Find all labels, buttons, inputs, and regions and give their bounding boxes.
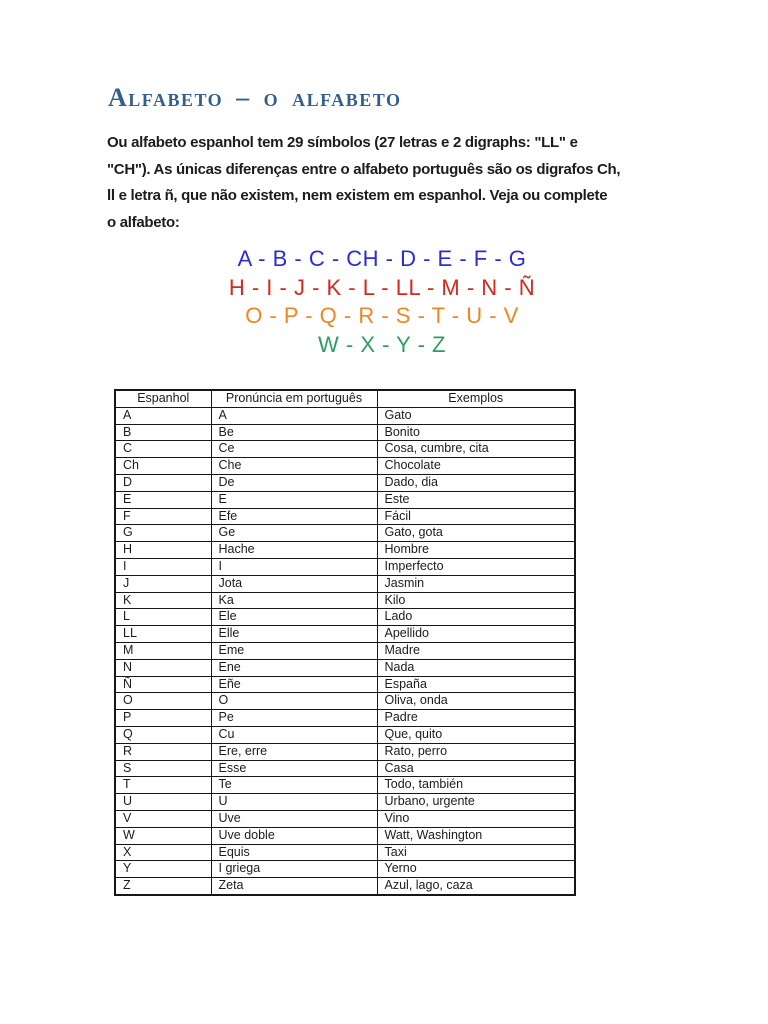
table-cell: Efe xyxy=(211,508,377,525)
table-cell: Cosa, cumbre, cita xyxy=(377,441,575,458)
table-row xyxy=(115,525,575,542)
table-cell: Taxi xyxy=(377,844,575,861)
table-row xyxy=(115,743,575,760)
table-cell: A xyxy=(115,407,211,424)
table-cell: Ge xyxy=(211,525,377,542)
table-cell: C xyxy=(115,441,211,458)
table-cell: España xyxy=(377,676,575,693)
alphabet-line: A - B - C - CH - D - E - F - G xyxy=(237,246,527,271)
table-cell: Gato, gota xyxy=(377,525,575,542)
table-cell: H xyxy=(115,542,211,559)
table-header-cell: Pronúncia em português xyxy=(211,390,377,407)
table-cell: Hombre xyxy=(377,542,575,559)
table-cell: Urbano, urgente xyxy=(377,794,575,811)
table-header-cell: Espanhol xyxy=(115,390,211,407)
table-row xyxy=(115,474,575,491)
table-cell: B xyxy=(115,424,211,441)
table-cell: Hache xyxy=(211,542,377,559)
table-cell: W xyxy=(115,827,211,844)
table-cell: Ere, erre xyxy=(211,743,377,760)
table-cell: Oliva, onda xyxy=(377,693,575,710)
table-row xyxy=(115,407,575,424)
table-cell: Azul, lago, caza xyxy=(377,878,575,895)
table-cell: Ñ xyxy=(115,676,211,693)
table-cell: Todo, también xyxy=(377,777,575,794)
table-row xyxy=(115,609,575,626)
intro-line: "CH"). As únicas diferenças entre o alfabeto português são os digrafos Ch, xyxy=(107,160,621,178)
table-row xyxy=(115,558,575,575)
table-cell: M xyxy=(115,642,211,659)
table-cell: Equis xyxy=(211,844,377,861)
table-cell: Casa xyxy=(377,760,575,777)
table-row xyxy=(115,542,575,559)
table-cell: N xyxy=(115,659,211,676)
table-row xyxy=(115,827,575,844)
alphabet-block xyxy=(0,245,764,359)
table-cell: Che xyxy=(211,458,377,475)
table-cell: Watt, Washington xyxy=(377,827,575,844)
table-cell: E xyxy=(115,491,211,508)
table-cell: Ch xyxy=(115,458,211,475)
table-cell: Zeta xyxy=(211,878,377,895)
table-row xyxy=(115,878,575,895)
table-row xyxy=(115,676,575,693)
table-cell: R xyxy=(115,743,211,760)
intro-line: o alfabeto: xyxy=(107,213,180,231)
alphabet-line: O - P - Q - R - S - T - U - V xyxy=(245,303,519,328)
table-cell: LL xyxy=(115,626,211,643)
table-row xyxy=(115,592,575,609)
table-cell: Madre xyxy=(377,642,575,659)
table-cell: Lado xyxy=(377,609,575,626)
intro-line: ll e letra ñ, que não existem, nem existem em espanhol. Veja ou complete xyxy=(107,187,608,204)
table-cell: Ene xyxy=(211,659,377,676)
table-row xyxy=(115,810,575,827)
table-cell: V xyxy=(115,810,211,827)
table-cell: Dado, dia xyxy=(377,474,575,491)
table-cell: O xyxy=(211,693,377,710)
table-cell: Esse xyxy=(211,760,377,777)
table-row xyxy=(115,441,575,458)
table-cell: Cu xyxy=(211,726,377,743)
table-cell: O xyxy=(115,693,211,710)
table-cell: Nada xyxy=(377,659,575,676)
table-cell: Padre xyxy=(377,710,575,727)
table-cell: G xyxy=(115,525,211,542)
table-cell: P xyxy=(115,710,211,727)
table-cell: Yerno xyxy=(377,861,575,878)
table-cell: Eme xyxy=(211,642,377,659)
table-cell: Be xyxy=(211,424,377,441)
table-cell: D xyxy=(115,474,211,491)
table-cell: De xyxy=(211,474,377,491)
table-row xyxy=(115,659,575,676)
alphabet-line: W - X - Y - Z xyxy=(318,331,446,357)
table-row xyxy=(115,794,575,811)
table-cell: I xyxy=(115,558,211,575)
table-row xyxy=(115,575,575,592)
table-cell: I xyxy=(211,558,377,575)
table-cell: Pe xyxy=(211,710,377,727)
table-cell: T xyxy=(115,777,211,794)
table-cell: Ce xyxy=(211,441,377,458)
table-cell: K xyxy=(115,592,211,609)
table-cell: Bonito xyxy=(377,424,575,441)
table-cell: U xyxy=(211,794,377,811)
table-cell: E xyxy=(211,491,377,508)
table-cell: Rato, perro xyxy=(377,743,575,760)
table-cell: A xyxy=(211,407,377,424)
intro-paragraph xyxy=(107,130,620,236)
table-cell: Te xyxy=(211,777,377,794)
table-body xyxy=(115,407,575,895)
table-row xyxy=(115,458,575,475)
table-row xyxy=(115,844,575,861)
table-row xyxy=(115,861,575,878)
table-row xyxy=(115,642,575,659)
page-title: Alfabeto – o alfabeto xyxy=(108,83,402,112)
table-cell: Jasmin xyxy=(377,575,575,592)
table-cell: F xyxy=(115,508,211,525)
table-row xyxy=(115,726,575,743)
table-cell: Y xyxy=(115,861,211,878)
intro-line: Ou alfabeto espanhol tem 29 símbolos (27 letras e 2 digraphs: "LL" e xyxy=(107,134,578,151)
table-row xyxy=(115,626,575,643)
table-cell: L xyxy=(115,609,211,626)
table-row xyxy=(115,508,575,525)
table-row xyxy=(115,491,575,508)
table-cell: S xyxy=(115,760,211,777)
table-cell: Vino xyxy=(377,810,575,827)
table-row xyxy=(115,693,575,710)
table-cell: Que, quito xyxy=(377,726,575,743)
table-cell: X xyxy=(115,844,211,861)
alphabet-table xyxy=(114,389,576,896)
table-cell: Z xyxy=(115,878,211,895)
table-cell: Chocolate xyxy=(377,458,575,475)
table-header-cell: Exemplos xyxy=(377,390,575,407)
table-cell: Gato xyxy=(377,407,575,424)
table-cell: Este xyxy=(377,491,575,508)
table-row xyxy=(115,710,575,727)
table-row xyxy=(115,760,575,777)
table-cell: Elle xyxy=(211,626,377,643)
table-cell: Jota xyxy=(211,575,377,592)
table-cell: U xyxy=(115,794,211,811)
table-cell: Uve doble xyxy=(211,827,377,844)
table-cell: Eñe xyxy=(211,676,377,693)
table-cell: J xyxy=(115,575,211,592)
table-cell: Imperfecto xyxy=(377,558,575,575)
table-cell: Fácil xyxy=(377,508,575,525)
table-cell: Ka xyxy=(211,592,377,609)
alphabet-line: H - I - J - K - L - LL - M - N - Ñ xyxy=(228,274,536,300)
table-cell: Uve xyxy=(211,810,377,827)
table-cell: Apellido xyxy=(377,626,575,643)
table-cell: Kilo xyxy=(377,592,575,609)
table-cell: I griega xyxy=(211,861,377,878)
table-header xyxy=(115,390,575,407)
table-cell: Ele xyxy=(211,609,377,626)
table-row xyxy=(115,424,575,441)
table-header-row xyxy=(115,390,575,407)
table-cell: Q xyxy=(115,726,211,743)
table-row xyxy=(115,777,575,794)
